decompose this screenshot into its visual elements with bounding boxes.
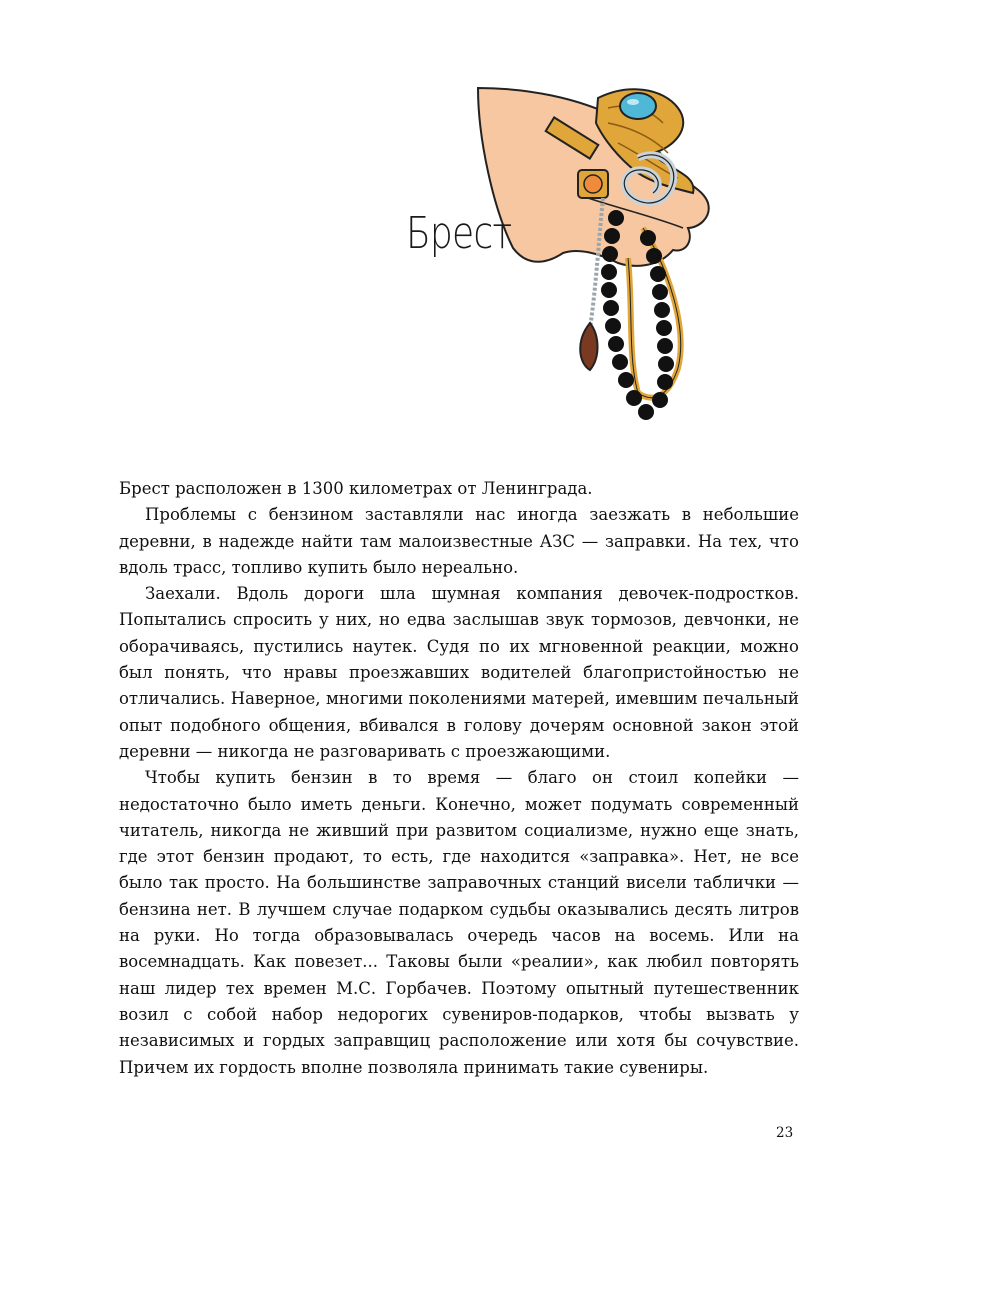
- paragraph: Чтобы купить бензин в то время — благо он стоил копейки — недостаточно было иметь деньги. Конечно, может подумать современный читатель, никогда не живший при развитом социализме, нужно еще знать, где этот бензин продают, то есть, где находится «заправка». Нет, не все было так просто. На большинстве заправочных станций висели таблички — бензина нет. В лучшем случае подарком судьбы оказывались десять литров на руки. Но тогда образовывалась очередь часов на восемь. Или на восемнадцать. Как повезет... Таковы были «реалии», как любил повторять наш лидер тех времен М.С. Горбачев. Поэтому опытный путешественник возил с собой набор недорогих сувениров-подарков, чтобы вызвать у независимых и гордых заправщиц расположение или хотя бы сочувствие. Причем их гордость вполне позволяла принимать такие сувениры.: [119, 768, 799, 1077]
- paragraph: Брест расположен в 1300 километрах от Ленинграда.: [119, 479, 593, 498]
- chapter-title: Брест: [406, 208, 512, 259]
- turquoise-stone: [620, 93, 656, 119]
- brown-pendant: [580, 323, 597, 370]
- paragraph: Заехали. Вдоль дороги шла шумная компания девочек-подростков. Попытались спросить у них, но едва заслышав звук тормозов, девчонки, не оборачиваясь, пустились наутек. Судя по их мгновенной реакции, можно был понять, что нравы проезжавших водителей благопристойностью не отличались. Наверное, многими поколениями матерей, имевшим печальный опыт подобного общения, вбивался в голову дочерям основной закон этой деревни — никогда не разговаривать с проезжающими.: [119, 584, 799, 761]
- page-number: 23: [776, 1125, 794, 1141]
- body-text: [119, 476, 799, 1081]
- hand-with-jewelry-icon: [468, 78, 730, 448]
- paragraph: Проблемы с бензином заставляли нас иногда заезжать в небольшие деревни, в надежде найти там малоизвестные АЗС — заправки. На тех, что вдоль трасс, топливо купить было нереально.: [119, 505, 799, 577]
